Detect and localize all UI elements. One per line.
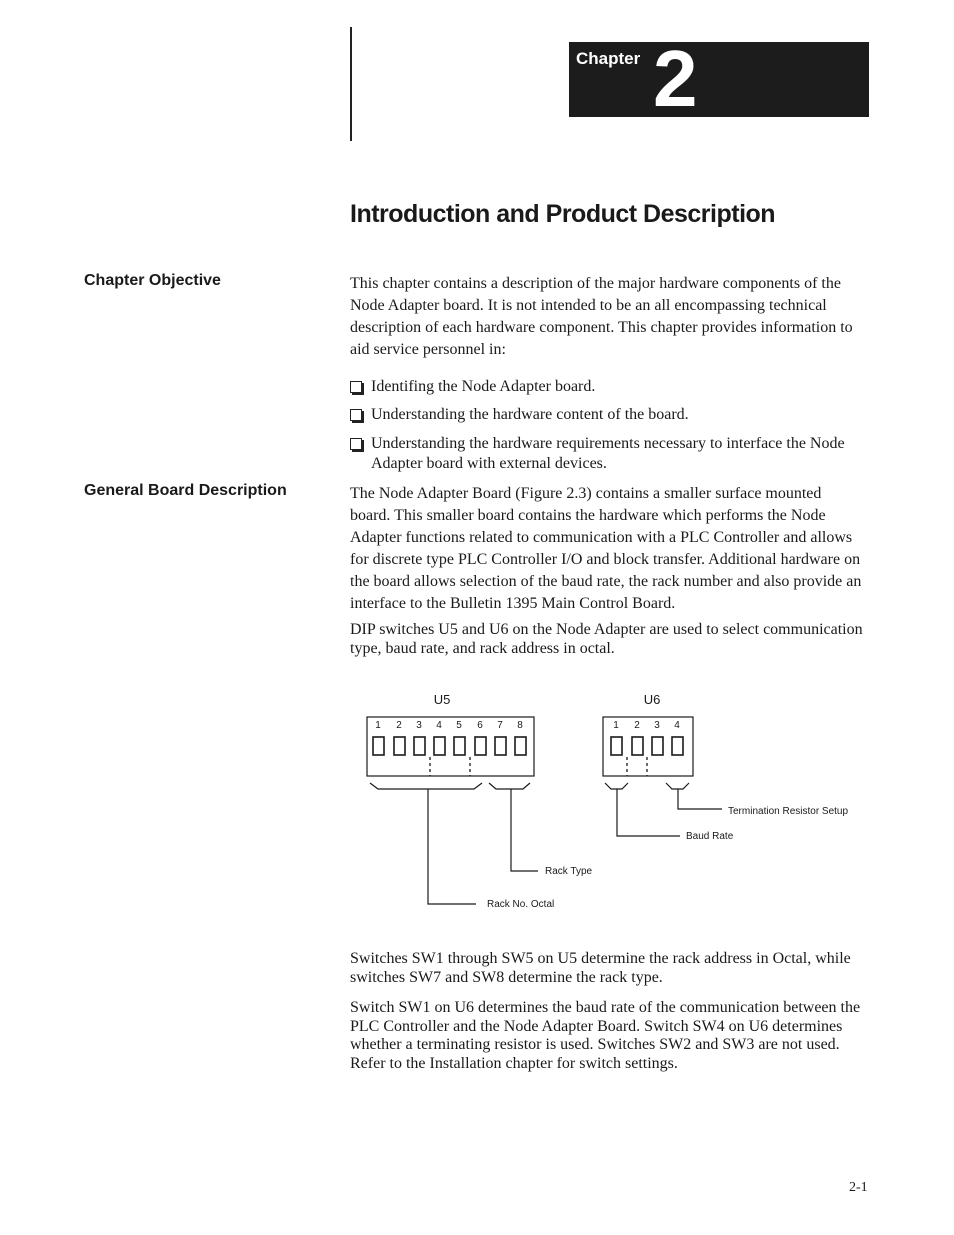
chapter-label: Chapter: [576, 49, 641, 68]
u6-switch-4: [672, 737, 683, 755]
rack-type-label: Rack Type: [545, 866, 593, 877]
chapter-number: 2: [653, 34, 698, 123]
termination-leader: [678, 789, 722, 809]
baud-rate-label: Baud Rate: [686, 831, 734, 842]
u5-switch-number: 7: [497, 720, 503, 731]
general-paragraph-1: The Node Adapter Board (Figure 2.3) contains a smaller surface mounted board. This smaller board contains the hardware which performs the Node Adapter functions related to communication with a PLC Controller and allows for discrete type PLC Controller I/O and block transfer. Additional hardware on the board allows selection of the baud rate, the rack number and also provide an interface to the Bulletin 1395 Main Control Board.: [350, 485, 862, 612]
general-paragraph-2: DIP switches U5 and U6 on the Node Adapter are used to select communication type, baud rate, and rack address in octal.: [350, 621, 863, 657]
u6-switch-number: 2: [634, 720, 640, 731]
bullet-item: [350, 377, 865, 397]
termination-bracket: [666, 783, 689, 789]
u5-switch-6: [475, 737, 486, 755]
baud-rate-bracket: [605, 783, 628, 789]
rack-type-bracket: [489, 783, 530, 789]
u6-switch-2: [632, 737, 643, 755]
u6-switch-3: [652, 737, 663, 755]
bullet-text: Understanding the hardware requirements necessary to interface the Node Adapter board with external devices.: [371, 435, 845, 472]
u5-switch-7: [495, 737, 506, 755]
u5-switch-number: 4: [436, 720, 442, 731]
page-number: 2-1: [849, 1180, 868, 1195]
checkbox-bullet-icon: [350, 438, 362, 450]
bullet-text: Identifing the Node Adapter board.: [371, 378, 596, 395]
u5-switch-5: [454, 737, 465, 755]
u5-switch-3: [414, 737, 425, 755]
chapter-banner: [569, 34, 869, 123]
u6-switch-number: 4: [674, 720, 680, 731]
u5-switch-body: [367, 717, 534, 776]
u5-switch-number: 1: [375, 720, 381, 731]
rack-no-octal-label: Rack No. Octal: [487, 899, 555, 910]
general-paragraph-3: Switches SW1 through SW5 on U5 determine the rack address in Octal, while switches SW7 and SW8 determine the rack type.: [350, 950, 851, 986]
rack-no-leader: [428, 789, 476, 904]
u5-switch-8: [515, 737, 526, 755]
u6-switch-number: 1: [613, 720, 619, 731]
checkbox-bullet-icon: [350, 409, 362, 421]
checkbox-bullet-icon: [350, 381, 362, 393]
u5-switch-number: 8: [517, 720, 523, 731]
header-vertical-rule: [350, 27, 352, 141]
bullet-item: [350, 434, 865, 474]
u5-switch-number: 6: [477, 720, 483, 731]
general-paragraph-4: Switch SW1 on U6 determines the baud rate of the communication between the PLC Controller and the Node Adapter Board. Switch SW4 on U6 determines whether a terminating resistor is used. Switches SW2 and SW3 are not used. Refer to the Installation chapter for switch settings.: [350, 999, 861, 1072]
u6-switch-1: [611, 737, 622, 755]
bullet-text: Understanding the hardware content of the board.: [371, 406, 689, 423]
page-title: Introduction and Product Description: [350, 200, 776, 228]
u6-switch-number: 3: [654, 720, 660, 731]
u5-switch-number: 5: [456, 720, 462, 731]
u5-label: U5: [433, 692, 451, 707]
u5-switch-number: 3: [416, 720, 422, 731]
u5-switch-2: [394, 737, 405, 755]
u5-switch-number: 2: [396, 720, 402, 731]
u6-label: U6: [643, 692, 661, 707]
rack-type-leader: [511, 789, 538, 871]
bullet-item: [350, 405, 865, 425]
termination-resistor-label: Termination Resistor Setup: [728, 806, 849, 817]
u5-switch-4: [434, 737, 445, 755]
general-board-heading: General Board Description: [84, 482, 287, 499]
u5-switch-1: [373, 737, 384, 755]
rack-no-bracket: [370, 783, 482, 789]
dip-switch-diagram: [350, 680, 870, 920]
objective-paragraph: This chapter contains a description of the major hardware components of the Node Adapter board. It is not intended to be an all encompassing technical description of each hardware component. This chapter provides information to aid service personnel in:: [350, 275, 853, 358]
chapter-objective-heading: Chapter Objective: [84, 272, 221, 289]
baud-rate-leader: [617, 789, 680, 836]
